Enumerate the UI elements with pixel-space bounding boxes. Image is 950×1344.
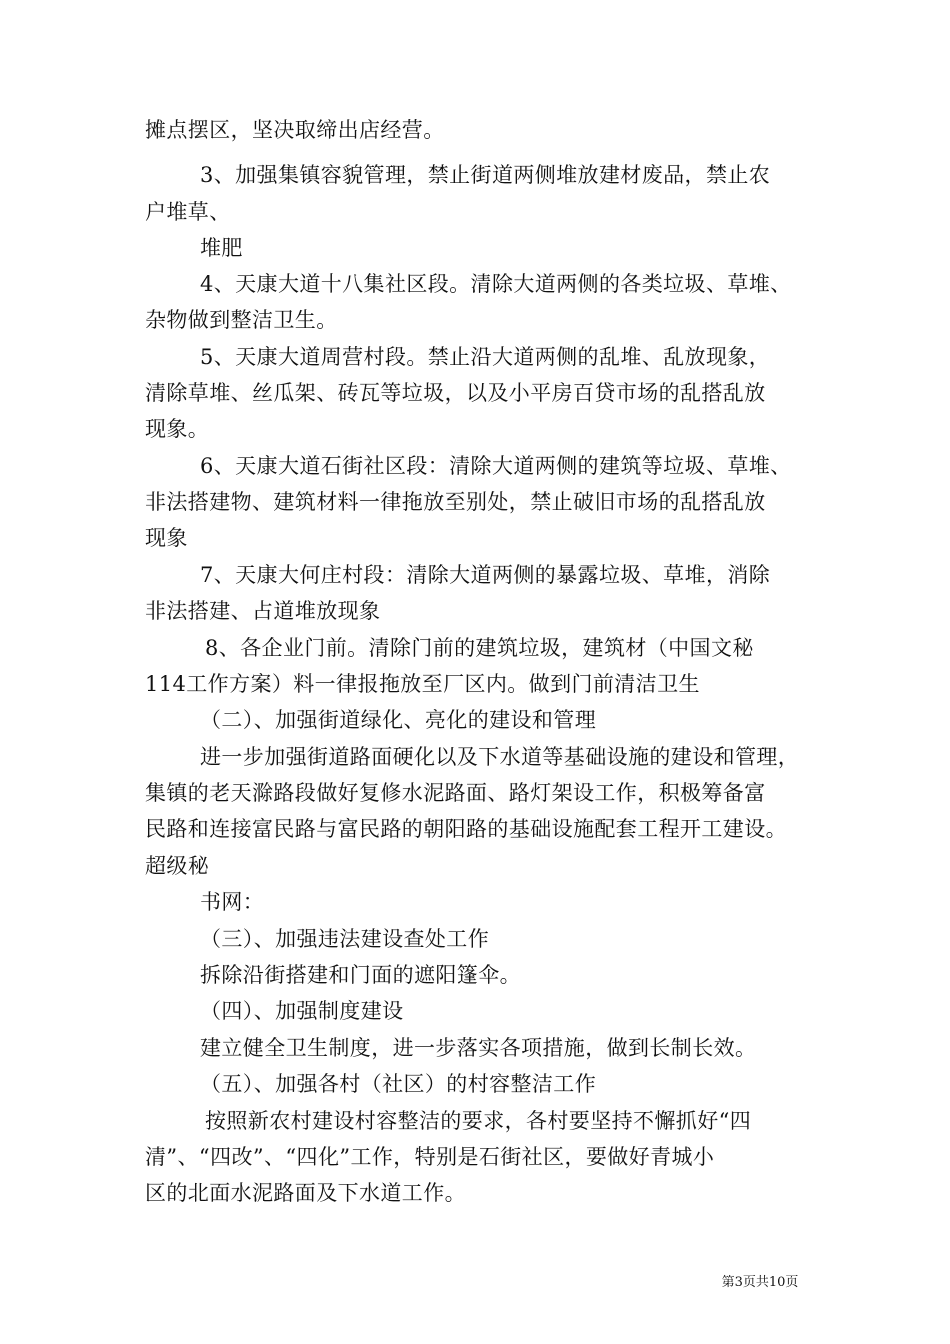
text-line: 建立健全卫生制度，进一步落实各项措施，做到长制长效。 [200, 1036, 757, 1060]
text-line: 清”、“四改”、“四化”工作，特别是石街社区，要做好青城小 [145, 1145, 715, 1169]
text-line: 114工作方案）料一律报拖放至厂区内。做到门前清洁卫生 [145, 672, 700, 696]
text-line: 非法搭建物、建筑材料一律拖放至别处，禁止破旧市场的乱搭乱放 [145, 490, 766, 514]
page-number: 第3页共10页 [721, 1275, 799, 1290]
text-line: 非法搭建、占道堆放现象 [145, 599, 381, 623]
text-line: 集镇的老天滁路段做好复修水泥路面、路灯架设工作，积极筹备富 [145, 781, 766, 805]
text-line: 堆肥 [200, 236, 243, 260]
text-line: 杂物做到整洁卫生。 [145, 308, 338, 332]
text-line: 8、各企业门前。清除门前的建筑垃圾，建筑材（中国文秘 [205, 636, 754, 660]
section-heading: （三）、加强违法建设查处工作 [200, 927, 490, 951]
text-line: 民路和连接富民路与富民路的朝阳路的基础设施配套工程开工建设。 [145, 817, 787, 841]
text-line: 进一步加强街道路面硬化以及下水道等基础设施的建设和管理， [200, 745, 800, 769]
text-line: 户堆草、 [145, 200, 231, 224]
text-line: 区的北面水泥路面及下水道工作。 [145, 1181, 466, 1205]
text-line: 6、天康大道石街社区段：清除大道两侧的建筑等垃圾、草堆、 [200, 454, 792, 478]
text-line: 清除草堆、丝瓜架、砖瓦等垃圾，以及小平房百贷市场的乱搭乱放 [145, 381, 766, 405]
text-line: 4、天康大道十八集社区段。清除大道两侧的各类垃圾、草堆、 [200, 272, 792, 296]
section-heading: （四）、加强制度建设 [200, 999, 404, 1023]
text-line: 现象。 [145, 417, 210, 441]
text-line: 书网： [200, 890, 265, 914]
section-heading: （二）、加强街道绿化、亮化的建设和管理 [200, 708, 597, 732]
section-heading: （五）、加强各村（社区）的村容整洁工作 [200, 1072, 597, 1096]
text-line: 摊点摆区，坚决取缔出店经营。 [145, 118, 445, 142]
text-line: 3、加强集镇容貌管理，禁止街道两侧堆放建材废品，禁止农 [200, 163, 771, 187]
text-line: 现象 [145, 526, 188, 550]
text-line: 拆除沿街搭建和门面的遮阳篷伞。 [200, 963, 521, 987]
text-line: 5、天康大道周营村段。禁止沿大道两侧的乱堆、乱放现象， [200, 345, 771, 369]
text-line: 按照新农村建设村容整洁的要求，各村要坚持不懈抓好“四 [205, 1109, 752, 1133]
text-line: 超级秘 [145, 854, 210, 878]
text-line: 7、天康大何庄村段：清除大道两侧的暴露垃圾、草堆，消除 [200, 563, 771, 587]
